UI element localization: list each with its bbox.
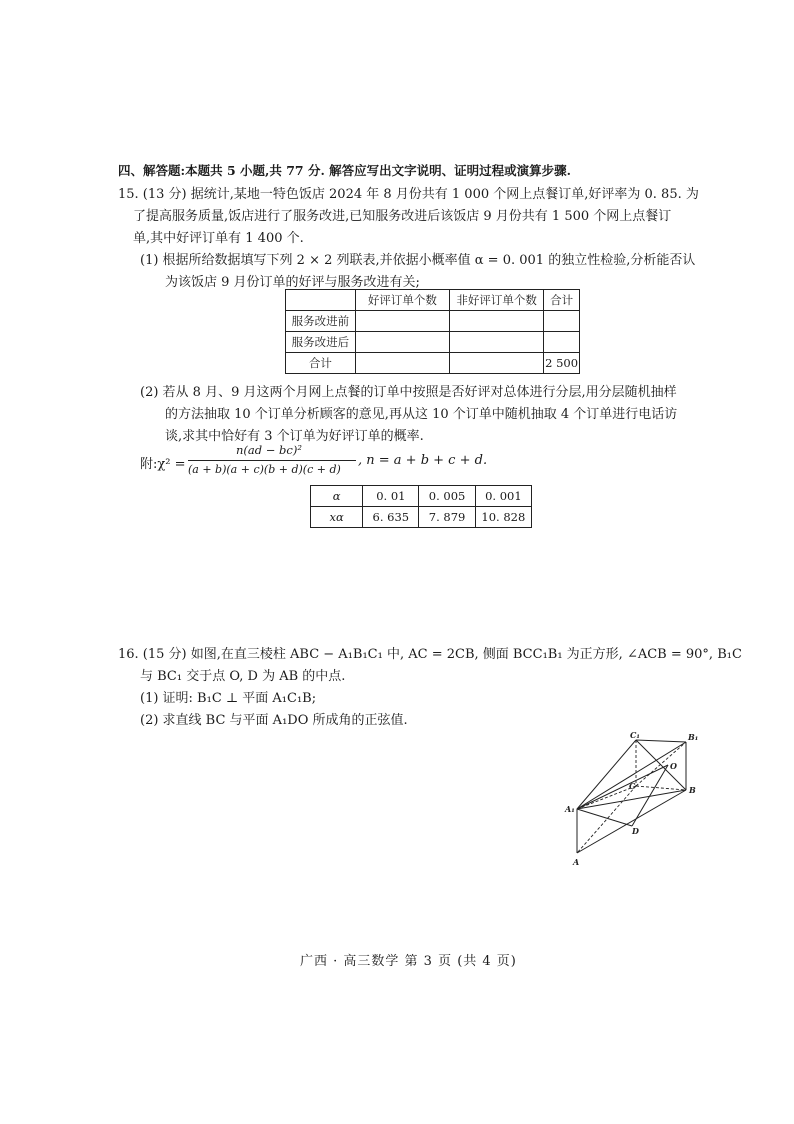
edge-c1-a1: [577, 740, 636, 809]
table-row: [311, 507, 532, 528]
table-cell: 0. 001: [475, 486, 531, 507]
label-a: A: [573, 857, 580, 867]
label-d: D: [632, 826, 639, 836]
table-header-cell: 好评订单个数: [355, 290, 449, 311]
label-c1: C₁: [630, 730, 640, 740]
section-header: 四、解答题:本题共 5 小题,共 77 分. 解答应写出文字说明、证明过程或演算步骤.: [118, 163, 572, 178]
table-row-label: 服务改进后: [286, 332, 356, 353]
table-row: [286, 353, 580, 374]
table-cell: 0. 005: [419, 486, 475, 507]
hidden-edge-c-a: [577, 786, 636, 853]
edge-a1-d: [577, 809, 632, 826]
table-cell: 6. 635: [363, 507, 419, 528]
edge-c1-b: [636, 740, 686, 790]
label-a1: A₁: [565, 804, 575, 814]
edge-c1-b1: [636, 740, 686, 742]
table-row-label: xα: [311, 507, 363, 528]
q15-part2-line-1: (2) 若从 8 月、9 月这两个月网上点餐的订单中按照是否好评对总体进行分层,用分层随机抽样: [140, 385, 677, 400]
table-row: [311, 486, 532, 507]
table-row-label: 服务改进前: [286, 311, 356, 332]
table-cell: [450, 311, 544, 332]
table-cell: [450, 353, 544, 374]
formula-tail: , n = a + b + c + d.: [358, 453, 488, 468]
table-cell: [544, 332, 580, 353]
label-b1: B₁: [688, 732, 699, 742]
table-row-label: α: [311, 486, 363, 507]
formula-numerator: n(ad − bc)²: [236, 443, 302, 457]
critical-value-table: [310, 485, 532, 528]
table-header-row: [286, 290, 580, 311]
q15-part2-line-3: 谈,求其中恰好有 3 个订单为好评订单的概率.: [165, 429, 424, 444]
contingency-table: [285, 289, 580, 374]
chi-square-fraction: [188, 443, 356, 479]
q15-part2-line-2: 的方法抽取 10 个订单分析顾客的意见,再从这 10 个订单中随机抽取 4 个订单进行电话访: [165, 407, 678, 422]
table-cell: [544, 311, 580, 332]
table-row: [286, 311, 580, 332]
q16-part1: (1) 证明: B₁C ⊥ 平面 A₁C₁B;: [140, 691, 317, 706]
prism-figure: [560, 728, 710, 873]
table-cell: 2 500: [544, 353, 580, 374]
table-row: [286, 332, 580, 353]
q16-part2: (2) 求直线 BC 与平面 A₁DO 所成角的正弦值.: [140, 713, 408, 728]
appendix-label: 附:χ² =: [140, 457, 186, 472]
hidden-edge-c-b: [636, 786, 686, 790]
q15-part1-line-1: (1) 根据所给数据填写下列 2 × 2 列联表,并依据小概率值 α = 0. 001 的独立性检验,分析能否认: [140, 253, 696, 268]
table-cell: 7. 879: [419, 507, 475, 528]
edge-a1-o: [577, 765, 668, 809]
q15-part1-line-2: 为该饭店 9 月份订单的好评与服务改进有关;: [165, 275, 420, 290]
label-o: O: [670, 761, 677, 771]
hidden-edge-a1-c: [577, 786, 636, 809]
q15-line-2: 了提高服务质量,饭店进行了服务改进,已知服务改进后该饭店 9 月份共有 1 500 个网上点餐订: [133, 209, 672, 224]
table-cell: 10. 828: [475, 507, 531, 528]
hidden-edge-c-b1: [636, 742, 686, 786]
table-cell: [355, 311, 449, 332]
fraction-bar: [188, 460, 356, 461]
formula-denominator: (a + b)(a + c)(b + d)(c + d): [188, 463, 341, 476]
q16-line-2: 与 BC₁ 交于点 O, D 为 AB 的中点.: [140, 669, 346, 684]
q15-line-3: 单,其中好评订单有 1 400 个.: [133, 231, 304, 246]
q16-line-1: 16. (15 分) 如图,在直三棱柱 ABC − A₁B₁C₁ 中, AC = 2CB, 侧面 BCC₁B₁ 为正方形, ∠ACB = 90°, B₁C: [118, 647, 742, 662]
table-header-cell: 合计: [544, 290, 580, 311]
label-b: B: [689, 785, 696, 795]
table-cell: 0. 01: [363, 486, 419, 507]
table-cell: [286, 290, 356, 311]
page-footer: 广西 · 高三数学 第 3 页 (共 4 页): [300, 954, 517, 969]
label-c: C: [629, 781, 636, 791]
table-header-cell: 非好评订单个数: [450, 290, 544, 311]
table-cell: [355, 332, 449, 353]
table-row-label: 合计: [286, 353, 356, 374]
table-cell: [450, 332, 544, 353]
table-cell: [355, 353, 449, 374]
q15-line-1: 15. (13 分) 据统计,某地一特色饭店 2024 年 8 月份共有 1 000 个网上点餐订单,好评率为 0. 85. 为: [118, 187, 699, 202]
